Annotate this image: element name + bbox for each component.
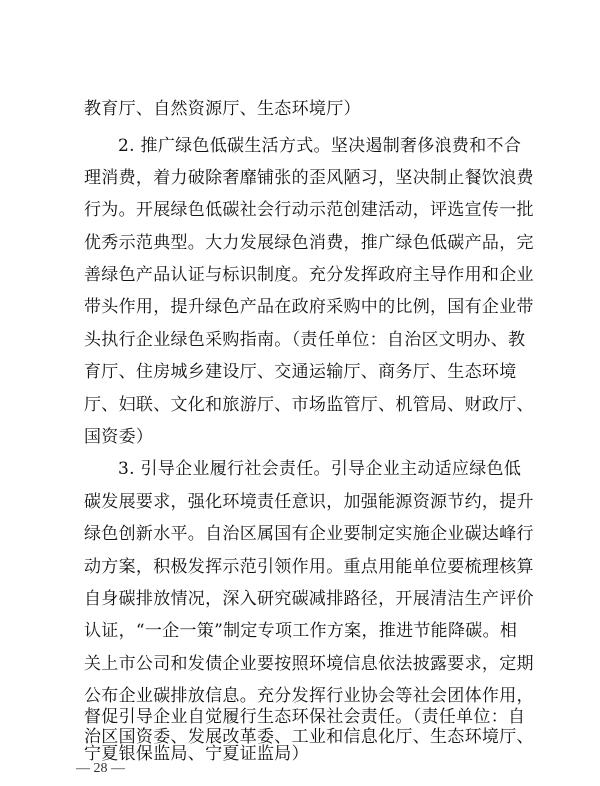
paragraph-heading-2: 2. 推广绿色低碳生活方式。坚决遏制奢侈浪费和不合 — [118, 136, 522, 156]
text-line: 宁夏银保监局、宁夏证监局） — [84, 744, 309, 764]
paragraph-heading-3: 3. 引导企业履行社会责任。引导企业主动适应绿色低 — [118, 459, 522, 479]
text-line: 优秀示范典型。大力发展绿色消费，推广绿色低碳产品，完 — [84, 233, 534, 253]
text-line: 善绿色产品认证与标识制度。充分发挥政府主导作用和企业 — [84, 265, 534, 285]
text-line: 育厅、住房城乡建设厅、交通运输厅、商务厅、生态环境 — [84, 362, 517, 382]
page-number: — 28 — — [76, 761, 125, 776]
text-line: 认证，“一企一策”制定专项工作方案，推进节能降碳。相 — [84, 621, 518, 641]
text-line: 治区国资委、发展改革委、工业和信息化厅、生态环境厅、 — [84, 727, 534, 747]
text-line: 督促引导企业自觉履行生态环保社会责任。（责任单位：自 — [84, 707, 526, 727]
text-line: 头执行企业绿色采购指南。（责任单位：自治区文明办、教 — [84, 330, 526, 350]
text-line: 关上市公司和发债企业要按照环境信息依法披露要求，定期 — [84, 654, 534, 674]
text-line: 带头作用，提升绿色产品在政府采购中的比例，国有企业带 — [84, 297, 534, 317]
text-line: 绿色创新水平。自治区属国有企业要制定实施企业碳达峰行 — [84, 524, 534, 544]
text-line: 行为。开展绿色低碳社会行动示范创建活动，评选宣传一批 — [84, 200, 534, 220]
text-line: 公布企业碳排放信息。充分发挥行业协会等社会团体作用， — [84, 686, 534, 706]
text-line: 碳发展要求，强化环境责任意识，加强能源资源节约，提升 — [84, 492, 534, 512]
text-line: 教育厅、自然资源厅、生态环境厅） — [84, 99, 361, 119]
text-line: 厅、妇联、文化和旅游厅、市场监管厅、机管局、财政厅、 — [84, 395, 534, 415]
text-line: 国资委） — [84, 427, 154, 447]
text-line: 理消费，着力破除奢靡铺张的歪风陋习，坚决制止餐饮浪费 — [84, 168, 534, 188]
text-line: 动方案，积极发挥示范引领作用。重点用能单位要梳理核算 — [84, 557, 534, 577]
text-line: 自身碳排放情况，深入研究碳减排路径，开展清洁生产评价 — [84, 589, 534, 609]
